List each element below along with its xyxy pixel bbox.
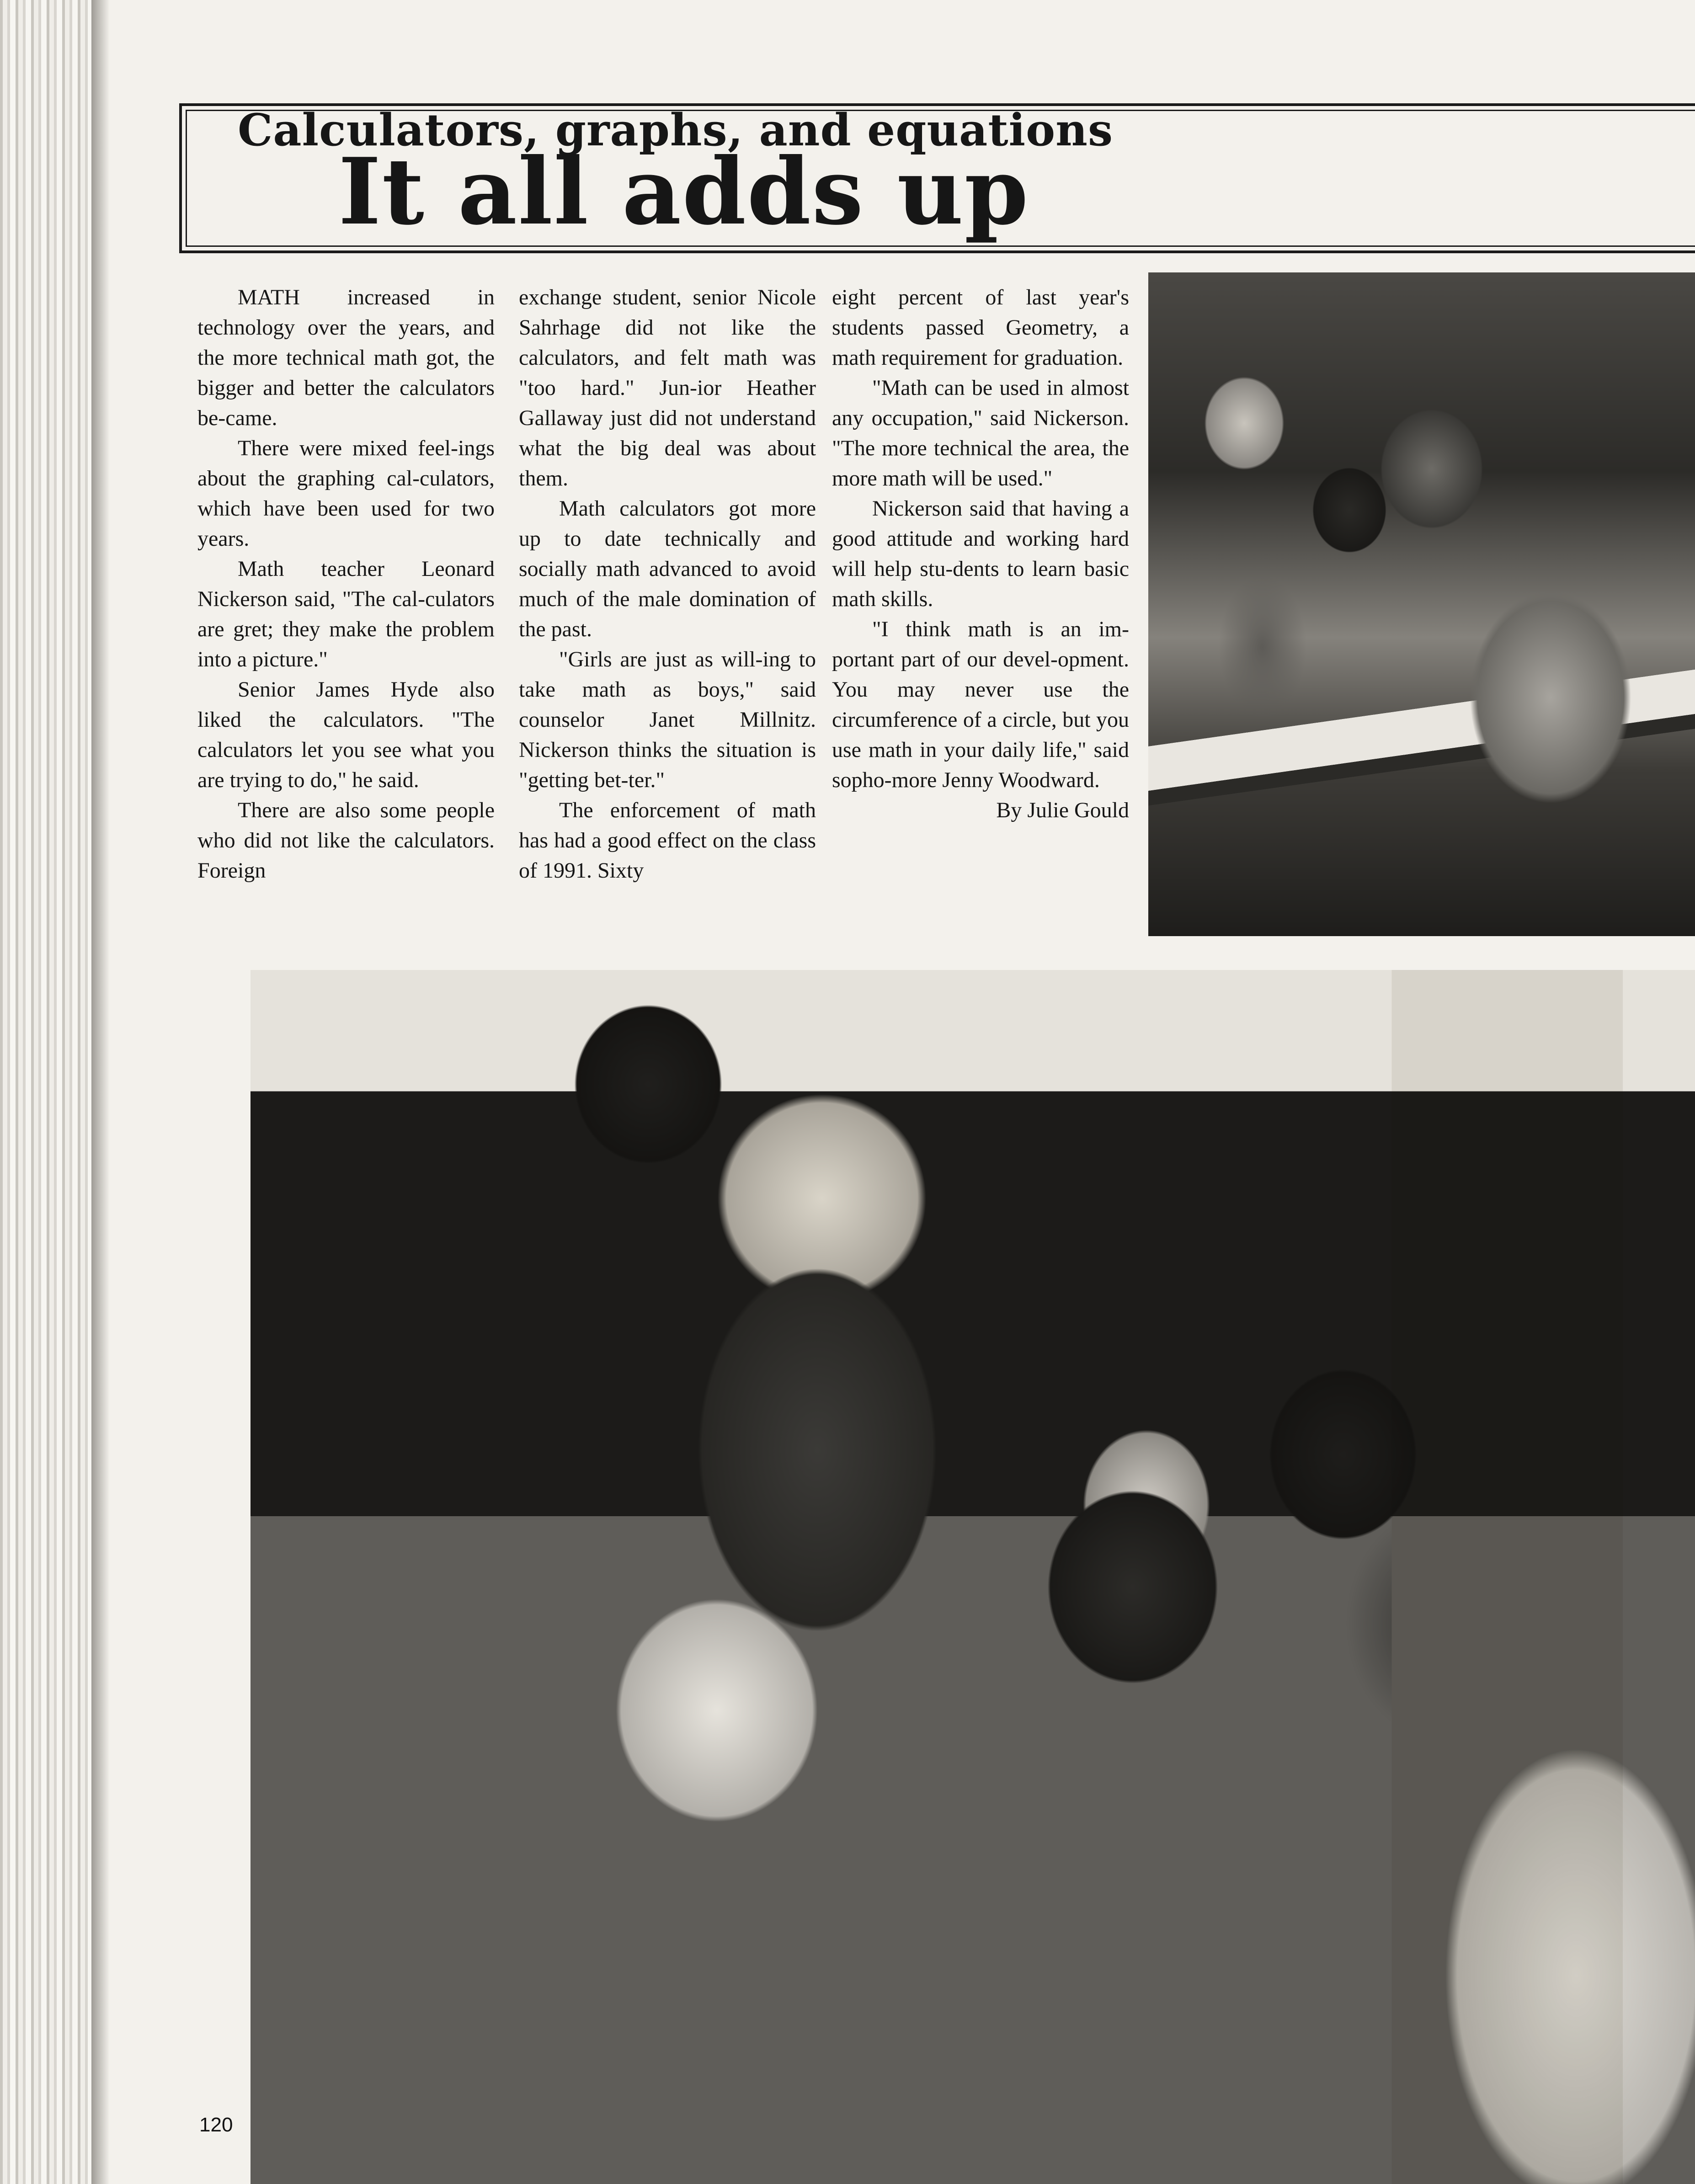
paragraph: Nickerson said that having a good attitude and working hard will help stu-dents to learn basic math skills. [832,496,1129,611]
paragraph: Math calculators got more up to date technically and socially math advanced to avoid much of the male domination of the past. [519,496,816,641]
article-column-2 [519,282,816,886]
book-binding-edge [0,0,91,2184]
paragraph: "Girls are just as will-ing to take math as boys," said counselor Janet Millnitz. Nickerson thinks the situation is "getting bet-ter." [519,647,816,792]
paragraph: MATH increased in technology over the years, and the more technical math got, the bigger and better the calculators be-came. [197,285,495,430]
classroom-photo-top [1148,272,1695,936]
paragraph: Math teacher Leonard Nickerson said, "The cal-culators are gret; they make the problem into a picture." [197,557,495,671]
paragraph: There are also some people who did not like the calculators. Foreign [197,798,495,883]
paragraph: "I think math is an im-portant part of our devel-opment. You may never use the circumference of a circle, but you use math in your daily life," said sopho-more Jenny Woodward. [832,617,1129,792]
paragraph: The enforcement of math has had a good effect on the class of 1991. Sixty [519,798,816,883]
page-number: 120 [199,2114,233,2136]
headline-kicker: Calculators, graphs, and equations [238,104,1113,156]
byline: By Julie Gould [996,798,1129,822]
paragraph: There were mixed feel-ings about the graphing cal-culators, which have been used for two years. [197,436,495,551]
article-column-3 [832,282,1129,826]
students-group-photo [251,970,1695,2184]
article-column-1 [197,282,495,886]
paragraph: eight percent of last year's students passed Geometry, a math requirement for graduation. [832,285,1129,370]
paragraph: "Math can be used in almost any occupation," said Nickerson. "The more technical the area, the more math will be used." [832,376,1129,490]
binding-shadow [91,0,110,2184]
paragraph: Senior James Hyde also liked the calculators. "The calculators let you see what you are trying to do," he said. [197,677,495,792]
paragraph: exchange student, senior Nicole Sahrhage did not like the calculators, and felt math was "too hard." Jun-ior Heather Gallaway just did not understand what the big deal was about them. [519,285,816,490]
headline-title: It all adds up [338,138,1029,245]
